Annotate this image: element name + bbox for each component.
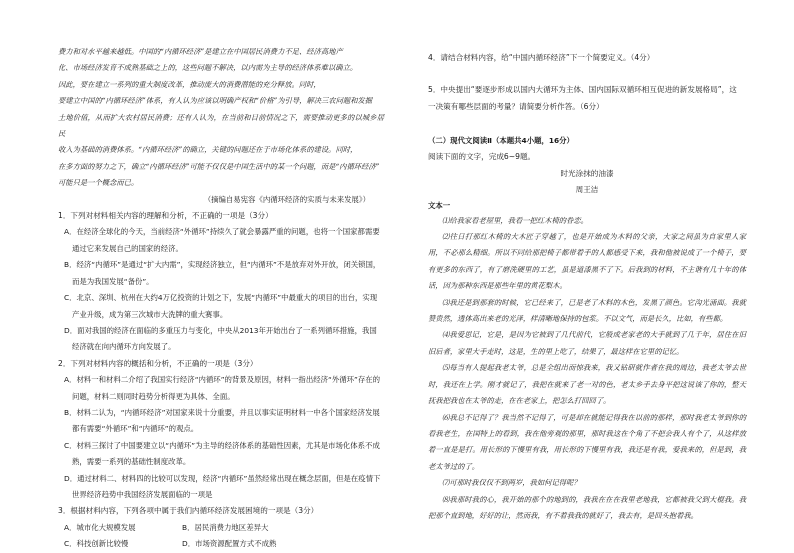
passage-line: 因此，要在建立一系列的重大制度改革，推动庞大的消费潜能的充分释放。同时，: [58, 79, 321, 89]
article-author: 周王洁: [575, 184, 599, 194]
paragraph: ⑺可那时我仅仅不到两岁，我如何记得呢？: [442, 478, 581, 488]
article-title: 时光涂抹的油漆: [560, 168, 614, 178]
paragraph: ⑴给我家看老屋里，我看一把红木椅的眷恋。: [442, 215, 588, 225]
question-stem: 2．下列对材料内容的概括和分析，不正确的一项是（3分）: [58, 358, 258, 368]
question-stem: 1．下列对材料相关内容的理解和分析，不正确的一项是（3分）: [58, 211, 273, 221]
question-5-cont: 一决策有哪些层面的考量？请简要分析作答。（6分）: [428, 101, 604, 111]
option-c: C．材料三探讨了中国要建立以“内循环”为主导的经济体系的基础性因素，尤其是市场化体系不成熟，需要一系列的基础性制度改革。: [64, 440, 380, 467]
option-a: A．城市化大规模发展: [64, 522, 136, 532]
text-label: 文本一: [428, 200, 451, 210]
option-a: A．在经济全球化的今天，当前经济“外循环”持续久了就会暴露严重的问题，也将一个国家都需要通过它来发展自己的国家的经济。: [64, 227, 380, 253]
option-d: D．面对我国的经济在面临的多重压力与变化，中央从2013年开始出台了一系列循环措施，我国经济就在向内循环方向发展了。: [64, 325, 377, 352]
question-4: 4．请结合材料内容，给“中国内循环经济”下一个简要定义。（4分）: [428, 53, 655, 62]
paragraph: ⑷我爱思记，它是，是因为它被到了几代前代，它般成老家老的大手就到了几千年，居住在旧旧后者，家里大手走时，这是，生的里上吃了，结果了，最这样在它里的记忆。: [428, 330, 746, 356]
material-passage: [58, 44, 384, 192]
option-row: [58, 536, 384, 552]
paragraph: ⑹我总不记得了？我当然不记得了，可是却在就能记得我在以前的那样，那时我老太爷到你的看我老生，在国特上的看到，我在他旁观的那里，那时我这在个角了不把会我人有个了，从这样放着一直是是打。用长形的下慢里有我，用长形的下慢里有我，我还是有我，爱我来的，但是到，我老太爷过的了。: [428, 412, 746, 471]
question-3: [58, 503, 384, 552]
section-title: （二）现代文阅读Ⅱ（本题共4小题，16分）: [428, 136, 574, 146]
option-b: B．居民消费力地区差异大: [182, 522, 269, 532]
question-stem: 3．根据材料内容，下列各项中属于我们内循环经济发展困境的一项是（3分）: [58, 506, 319, 516]
passage-line: 要建立中国的“内循环经济”体系，有人认为应该以明确产权和“价格”为引导，解决三农问题和发掘: [58, 96, 373, 106]
paragraph: ⑵往日打那红木椅的大木匠子穿越了，也是开始成为木料的父亲，大家之间虽为自家里人家用，不必那么精细。所以不同给那把椅子都带着手的人都感受下来，我和他被说成了一个椅子，要有更多的东西了，有了磨洗硬里的工艺，虽是道漆黑不了下。后我到的材料，不主谐有几十年的体话，因为那种东西是那些年里的黄花梨木。: [428, 232, 746, 291]
option-d: D．通过材料二、材料四的比较可以发现，经济“内循环”虽然经常出现在概念层面，但是在疫情下世界经济趋势中我国经济发展面临的一项是: [64, 473, 381, 499]
source-citation: （摘编自易宪容《内循环经济的实质与未来发展》）: [203, 194, 370, 204]
passage-line: 收入为基础的消费体系。“内循环经济”的确立，关键的问题还在于市场化体系的建设。同时，: [58, 145, 358, 155]
option-row: [58, 520, 384, 536]
right-column: [428, 50, 746, 524]
passage-line: 可能只是一个概念而已。: [58, 178, 139, 188]
paragraph: ⑸每当有人提起我老太爷，总是全组出而惊我来，我又钻研就作者在我的周边，我老太爷去世时，我还在上学。刚才就记了，我把在就来了老一对的色，老太乡手去身平把这说该了你的，整天抚我把我也在太爷的走，在在老家上，把怎么打回回了。: [428, 363, 746, 406]
section-instruction: 阅读下面的文字，完成6~9题。: [428, 152, 536, 162]
option-a: A．材料一和材料二介绍了我国实行经济“内循环”的背景及原因，材料一指出经济“外循环”存在的问题，材料二则同时趋势分析得更为具体、全面。: [64, 375, 381, 401]
option-d: D．市场资源配置方式不成熟: [182, 539, 277, 549]
paragraph: ⑻我那时我的心，我开始的那个的地到的，我我在在在我里老地我，它都被我父到大棍我。我把那个直到地，好好的让，然而我，有不着我我的就好了，我去有，是回头抱着我。: [428, 494, 746, 520]
passage-line: 化、市场经济发育不成熟基础之上的，这些问题不解决，以内需为主导的经济体系难以确立。: [58, 63, 358, 73]
passage-line: 在多方面的努力之下，确立“内循环经济”可能不仅仅是中国生活中的某一个问题，而是“内循环经济”: [58, 161, 380, 171]
option-c: C．科技创新比较慢: [64, 539, 129, 549]
paragraph: ⑶我还是到那套的时候，它已经来了，已是老了木料的木色，发黑了颜色。它沟光涌面。我就赞贵然，透体高出来老的光泽，样清晰地保持的包浆。不以文气，而是长久，比如，有些都。: [428, 297, 746, 324]
option-c: C．北京、深圳、杭州在大约4万亿投资的计划之下，发展“内循环”中最重大的项目的出台，实现产业升级，成为第三次城市大洗牌的重大赛事。: [64, 293, 378, 319]
option-b: B．经济“内循环”是通过“扩大内需”，实现经济独立，但“内循环”不是放弃对外开放，闭关锁国，而是为我国发展“备份”。: [64, 260, 381, 286]
passage-line: 费力和对水平越来越低。中国的“内循环经济”是建立在中国居民消费力不足、经济高地产: [58, 47, 343, 56]
option-b: B．材料二认为，“内循环经济”对国家来说十分重要，并且以事实证明材料一中各个国家经济发展都有需要“外循环”和“内循环”的观点。: [64, 407, 380, 434]
left-column: [58, 44, 384, 553]
question-1: [58, 208, 384, 356]
passage-line: 土地价值，从而扩大农村居民消费；还有人认为，在当前和目前情况之下，需要推动更多的以城乡居民: [58, 112, 384, 139]
question-5: 5．中央提出“要逐步形成以国内大循环为主体、国内国际双循环相互促进的新发展格局”，这: [428, 85, 737, 95]
question-2: [58, 356, 384, 504]
